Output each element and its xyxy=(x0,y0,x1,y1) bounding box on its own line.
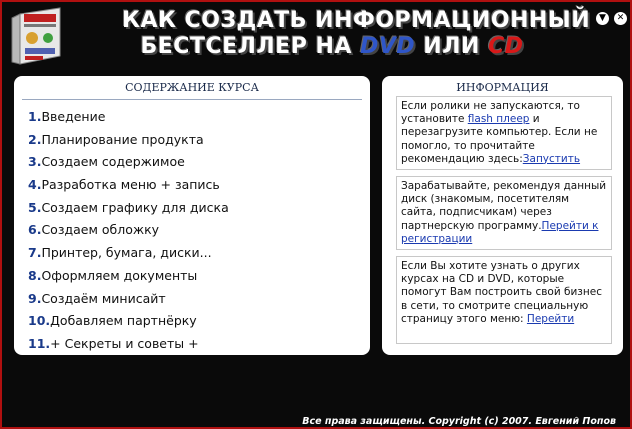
course-item-8[interactable] xyxy=(28,265,370,288)
course-item-6[interactable] xyxy=(28,219,370,242)
close-button[interactable]: ✕ xyxy=(614,12,627,25)
flash-player-link[interactable]: flash плеер xyxy=(467,113,530,126)
other-courses-link[interactable]: Перейти xyxy=(526,312,575,325)
course-item-label: Создаем графику для диска xyxy=(41,199,229,215)
course-item-11[interactable] xyxy=(28,333,370,356)
flash-info-text-b: и перезагрузите компьютер. Если не помогло, то прочитайте рекомендацию здесь: xyxy=(401,113,598,165)
course-item-label: Создаём минисайт xyxy=(41,290,166,306)
course-item-label: Планирование продукта xyxy=(41,131,204,147)
run-recommendation-link[interactable]: Запустить xyxy=(522,152,581,165)
course-item-4[interactable] xyxy=(28,174,370,197)
course-item-3[interactable] xyxy=(28,151,370,174)
flash-player-info-box xyxy=(396,96,612,170)
flash-info-text-a: Если ролики не запускаются, то установите xyxy=(401,100,580,126)
course-item-label: Оформляем документы xyxy=(41,267,198,283)
course-item-5[interactable] xyxy=(28,197,370,220)
partner-program-info-box xyxy=(396,176,612,250)
course-item-2[interactable] xyxy=(28,129,370,152)
information-panel xyxy=(382,76,623,355)
course-item-7[interactable] xyxy=(28,242,370,265)
course-item-number: 10. xyxy=(28,313,51,329)
course-item-label: Создаем обложку xyxy=(41,222,160,238)
title-text-prefix: БЕСТСЕЛЛЕР НА xyxy=(140,34,361,59)
course-item-number: 9. xyxy=(28,290,42,306)
title-text-mid: ИЛИ xyxy=(415,34,489,59)
title-cd-word: CD xyxy=(488,34,524,59)
course-item-label: Создаем содержимое xyxy=(41,154,185,170)
partner-info-text: Зарабатывайте, рекомендуя данный диск (знакомым, посетителям сайта, подписчикам) через партнерскую программу. xyxy=(401,180,607,232)
course-item-number: 11. xyxy=(28,335,51,351)
product-box-logo xyxy=(8,6,66,68)
course-item-10[interactable] xyxy=(28,310,370,333)
course-item-label: + Секреты и советы + xyxy=(50,335,199,351)
course-item-number: 3. xyxy=(28,154,42,170)
course-list xyxy=(28,106,370,356)
course-item-1[interactable] xyxy=(28,106,370,129)
course-item-9[interactable] xyxy=(28,288,370,311)
course-item-number: 8. xyxy=(28,267,42,283)
course-item-label: Разработка меню + запись xyxy=(41,177,220,193)
course-item-number: 2. xyxy=(28,131,42,147)
course-item-number: 5. xyxy=(28,199,42,215)
course-contents-heading: СОДЕРЖАНИЕ КУРСА xyxy=(22,81,362,100)
course-item-label: Принтер, бумага, диски... xyxy=(41,245,212,261)
course-item-number: 6. xyxy=(28,222,42,238)
footer-copyright: Все права защищены. Copyright (c) 2007. Евгений Попов xyxy=(302,416,616,427)
course-contents-panel xyxy=(14,76,370,355)
course-item-number: 1. xyxy=(28,109,42,124)
partner-registration-link[interactable]: Перейти к регистрации xyxy=(401,219,599,245)
page-title-line-1: КАК СОЗДАТЬ ИНФОРМАЦИОННЫЙ xyxy=(122,8,591,33)
information-heading: ИНФОРМАЦИЯ xyxy=(456,81,549,94)
course-item-number: 7. xyxy=(28,245,42,261)
other-courses-info-box xyxy=(396,256,612,344)
course-item-label: Добавляем партнёрку xyxy=(50,313,197,329)
course-item-label: Введение xyxy=(41,109,106,124)
title-dvd-word: DVD xyxy=(360,34,416,59)
page-title-line-2 xyxy=(122,34,542,59)
minimize-button[interactable]: ▼ xyxy=(596,12,609,25)
other-courses-text: Если Вы хотите узнать о других курсах на CD и DVD, которые помогут Вам построить свой бизнес в сети, то смотрите специальную страницу этого меню: xyxy=(401,260,602,325)
course-item-number: 4. xyxy=(28,177,42,193)
